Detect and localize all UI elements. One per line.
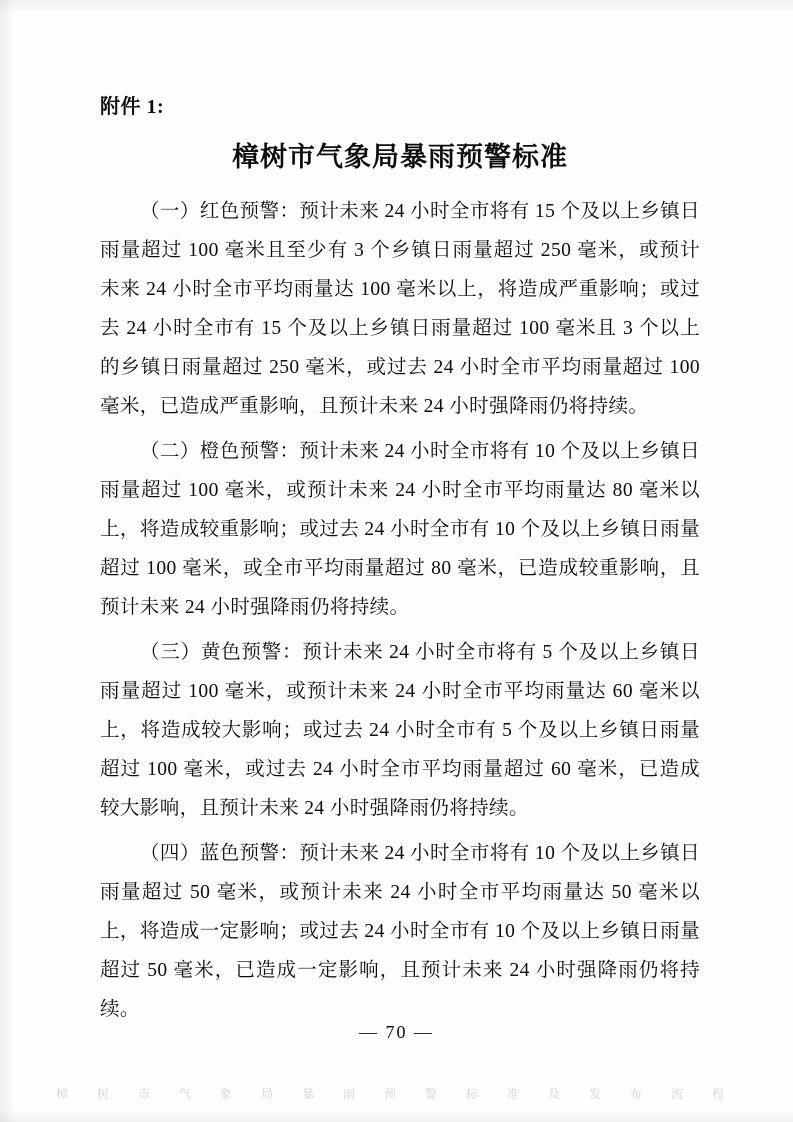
page-number: — 70 — bbox=[359, 1022, 434, 1042]
page-title: 樟树市气象局暴雨预警标准 bbox=[232, 142, 568, 172]
paragraph-red-alert: （一）红色预警：预计未来 24 小时全市将有 15 个及以上乡镇日雨量超过 100 毫米且至少有 3 个乡镇日雨量超过 250 毫米，或预计未来 24 小时全市平均雨量达 100 毫米以上，将造成严重影响；或过去 24 小时全市有 15 个及以上乡镇日雨量超过 100 毫米且 3 个以上的乡镇日雨量超过 250 毫米，或过去 24 小时全市平均雨量超过 100 毫米，已造成严重影响，且预计未来 24 小时强降雨仍将持续。 bbox=[100, 201, 700, 417]
paragraph-orange-alert: （二）橙色预警：预计未来 24 小时全市将有 10 个及以上乡镇日雨量超过 100 毫米，或预计未来 24 小时全市平均雨量达 80 毫米以上，将造成较重影响；或过去 24 小时全市有 10 个及以上乡镇日雨量超过 100 毫米，或全市平均雨量超过 80 毫米，已造成较重影响，且预计未来 24 小时强降雨仍将持续。 bbox=[100, 441, 700, 618]
attachment-label: 附件 1: bbox=[100, 96, 165, 118]
footer-scan-artifact: 樟 树 市 气 象 局 暴 雨 预 警 标 准 及 发 布 流 程 bbox=[55, 1087, 737, 1101]
page-edge-shadow-top bbox=[0, 0, 793, 14]
page-edge-shadow-left bbox=[0, 0, 16, 1122]
document-body bbox=[100, 90, 700, 1035]
paragraph-yellow-alert: （三）黄色预警：预计未来 24 小时全市将有 5 个及以上乡镇日雨量超过 100 毫米，或预计未来 24 小时全市平均雨量达 60 毫米以上，将造成较大影响；或过去 24 小时全市有 5 个及以上乡镇日雨量超过 100 毫米，或过去 24 小时全市平均雨量超过 60 毫米，已造成较大影响，且预计未来 24 小时强降雨仍将持续。 bbox=[100, 642, 700, 819]
paragraph-blue-alert: （四）蓝色预警：预计未来 24 小时全市将有 10 个及以上乡镇日雨量超过 50 毫米，或预计未来 24 小时全市平均雨量达 50 毫米以上，将造成一定影响；或过去 24 小时全市有 10 个及以上乡镇日雨量超过 50 毫米，已造成一定影响，且预计未来 24 小时强降雨仍将持续。 bbox=[100, 843, 700, 1020]
